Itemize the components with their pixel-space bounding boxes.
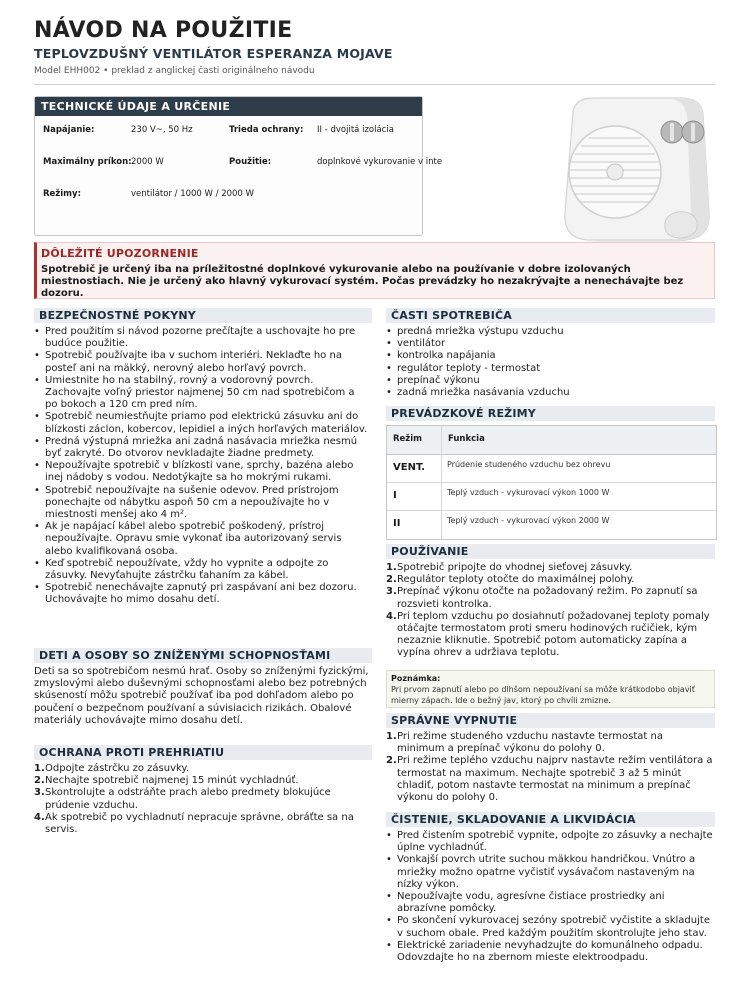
specs-heading: TECHNICKÉ ÚDAJE A URČENIE — [35, 97, 422, 116]
list-item: 3. Skontrolujte a odstráňte prach alebo predmety blokujúce prúdenie vzduchu. — [34, 787, 331, 811]
table-row — [387, 510, 716, 538]
list-item-text: Odpojte zástrčku zo zásuvky. — [45, 763, 190, 774]
usage-list — [386, 562, 713, 660]
function-cell: Prúdenie studeného vzduchu bez ohrevu — [447, 460, 611, 469]
table-header — [387, 426, 716, 455]
spec-label: Napájanie: — [43, 125, 95, 135]
list-item-text: Pri režime studeného vzduchu nastavte termostat na minimum a prepínač výkonu do polohy 0. — [397, 731, 663, 755]
cleaning-list — [386, 830, 713, 964]
list-item: 2. Pri režime teplého vzduchu najprv nastavte režim ventilátora a termostat na maximum. Nechajte spotrebič 3 až 5 minút chladiť, potom nastavte termostat na minimum a prepínač výkonu do polohy 0. — [386, 755, 713, 804]
spec-row-modes — [43, 189, 423, 203]
col-mode-header: Režim — [393, 434, 423, 444]
cleaning-heading: ČISTENIE, SKLADOVANIE A LIKVIDÁCIA — [386, 812, 715, 827]
warning-title: DÔLEŽITÉ UPOZORNENIE — [41, 247, 199, 260]
list-item: • predná mriežka výstupu vzduchu — [386, 326, 713, 338]
spec-label: Režimy: — [43, 189, 81, 199]
overheat-list — [34, 763, 370, 836]
model-note: Model EHH002 • preklad z anglickej časti originálneho návodu — [34, 66, 315, 76]
spec-row-input — [43, 157, 443, 171]
function-cell: Teplý vzduch - vykurovací výkon 2000 W — [447, 516, 610, 525]
usage-note — [386, 670, 715, 708]
table-row — [387, 454, 716, 483]
list-item: • Ak je napájací kábel alebo spotrebič poškodený, prístroj nepoužívajte. Opravu smie vykonať iba autorizovaný servis alebo kvalifikovaná osoba. — [34, 521, 370, 558]
children-text: Deti sa so spotrebičom nesmú hrať. Osoby so zníženými fyzickými, zmyslovými alebo duševnými schopnosťami alebo bez potrebných skúseností môžu spotrebič používať iba pod dohľadom alebo po poučení o bezpečnom používaní a súvisiacich rizikách. Obalové materiály uchovávajte mimo dosahu detí. — [34, 666, 369, 726]
list-item: • Elektrické zariadenie nevyhadzujte do komunálneho odpadu. Odovzdajte ho na zbernom mieste elektroodpadu. — [386, 940, 713, 964]
list-item: 1. Odpojte zástrčku zo zásuvky. — [34, 763, 190, 774]
table-divider — [441, 426, 442, 539]
heater-photo — [553, 92, 717, 252]
shutdown-list — [386, 731, 713, 804]
list-item-text: Regulátor teploty otočte do maximálnej polohy. — [397, 574, 635, 586]
list-item: • Spotrebič neumiestňujte priamo pod elektrickú zásuvku ani do blízkosti záclon, kobercov, lepidiel a iných horľavých materiálov. — [34, 411, 370, 435]
list-item: • Pred použitím si návod pozorne prečítajte a uschovajte ho pre budúce použitie. — [34, 326, 370, 350]
warning-text: Spotrebič je určený iba na príležitostné doplnkové vykurovanie alebo na používanie v dobre izolovaných miestnostiach. Nie je určený ako hlavný vykurovací systém. Počas prevádzky ho nezakrývajte a nenechávajte bez dozoru. — [41, 264, 684, 299]
list-item: • Nepoužívajte vodu, agresívne čistiace prostriedky ani abrazívne pomôcky. — [386, 891, 713, 915]
list-item: 1. Spotrebič pripojte do vhodnej sieťovej zásuvky. — [386, 562, 633, 573]
note-title: Poznámka: — [391, 674, 441, 683]
list-item: 4. Pri teplom vzduchu po dosiahnutí požadovanej teploty pomaly otáčajte termostatom proti smeru hodinových ručičiek, kým nezaznie kliknutie. Spotrebič potom automaticky zapína a vypína ohrev a udržiava teplotu. — [386, 610, 710, 659]
list-item: 1. Pri režime studeného vzduchu nastavte termostat na minimum a prepínač výkonu do polohy 0. — [386, 731, 663, 755]
table-row — [387, 482, 716, 511]
list-item: • Spotrebič nepoužívajte na sušenie odevov. Pred prístrojom ponechajte od nábytku aspoň 50 cm a nepoužívajte ho v miestnosti menšej ako 4 m². — [34, 485, 370, 522]
spec-value: II - dvojitá izolácia — [317, 125, 394, 135]
list-item: • Spotrebič nenechávajte zapnutý pri zaspávaní ani bez dozoru. Uchovávajte ho mimo dosahu detí. — [34, 582, 370, 606]
list-item-text: Ak spotrebič po vychladnutí nepracuje správne, obráťte sa na servis. — [45, 811, 354, 836]
list-item-text: Pri teplom vzduchu po dosiahnutí požadovanej teploty pomaly otáčajte termostatom proti smeru hodinových ručičiek, kým nezaznie kliknutie. Spotrebič potom automaticky zapína a vypína ohrev a udržiava teplotu. — [397, 610, 710, 659]
list-item: • regulátor teploty - termostat — [386, 363, 713, 375]
spec-value: ventilátor / 1000 W / 2000 W — [131, 189, 254, 199]
mode-cell: II — [393, 518, 401, 529]
list-item: • Nepoužívajte spotrebič v blízkosti vane, sprchy, bazéna alebo inej nádoby s vodou. Nedotýkajte sa ho mokrými rukami. — [34, 460, 370, 484]
list-item: • Po skončení vykurovacej sezóny spotrebič vyčistite a skladujte v suchom obale. Pred každým použitím skontrolujte jeho stav. — [386, 915, 713, 939]
page-title: NÁVOD NA POUŽITIE — [34, 18, 293, 43]
list-item-text: Skontrolujte a odstráňte prach alebo predmety blokujúce prúdenie vzduchu. — [45, 787, 331, 811]
spec-row-power — [43, 125, 423, 139]
spec-label: Použitie: — [229, 157, 272, 167]
header-divider — [34, 84, 715, 85]
col-function-header: Funkcia — [448, 434, 485, 444]
list-item: • ventilátor — [386, 338, 713, 350]
specs-box — [34, 96, 443, 236]
list-item: 3. Prepínač výkonu otočte na požadovaný režim. Po zapnutí sa rozsvieti kontrolka. — [386, 586, 698, 610]
spec-value: 230 V~, 50 Hz — [131, 125, 193, 135]
list-item: 2. Nechajte spotrebič najmenej 15 minút vychladnúť. — [34, 775, 299, 787]
spec-label: Trieda ochrany: — [229, 125, 304, 135]
modes-heading: PREVÁDZKOVÉ REŽIMY — [386, 406, 715, 421]
note-text: Pri prvom zapnutí alebo po dlhšom nepoužívaní sa môže krátkodobo objaviť mierny zápach. Ide o bežný jav, ktorý po chvíli zmizne. — [391, 685, 695, 705]
modes-table — [386, 425, 717, 540]
list-item: • prepínač výkonu — [386, 375, 713, 387]
list-item: • Umiestnite ho na stabilný, rovný a vodorovný povrch. Zachovajte voľný priestor najmenej 50 cm nad spotrebičom a po bokoch a 120 cm pred ním. — [34, 375, 370, 412]
list-item: • Pred čistením spotrebič vypnite, odpojte zo zásuvky a nechajte úplne vychladnúť. — [386, 830, 713, 854]
safety-list — [34, 326, 370, 607]
list-item-text: Prepínač výkonu otočte na požadovaný režim. Po zapnutí sa rozsvieti kontrolka. — [397, 586, 698, 610]
children-heading: DETI A OSOBY SO ZNÍŽENÝMI SCHOPNOSŤAMI — [34, 648, 372, 663]
mode-cell: VENT. — [393, 462, 426, 473]
spec-value: 2000 W — [131, 157, 164, 167]
list-item: • kontrolka napájania — [386, 350, 713, 362]
usage-heading: POUŽÍVANIE — [386, 544, 715, 559]
list-item: • Predná výstupná mriežka ani zadná nasávacia mriežka nesmú byť zakryté. Do otvorov nevkladajte žiadne predmety. — [34, 436, 370, 460]
list-item: 4. Ak spotrebič po vychladnutí nepracuje správne, obráťte sa na servis. — [34, 811, 354, 836]
list-item: • Vonkajší povrch utrite suchou mäkkou handričkou. Vnútro a mriežky možno opatrne vyčistiť vysávačom nastaveným na nízky výkon. — [386, 854, 713, 891]
spec-value: doplnkové vykurovanie v inte — [317, 157, 443, 167]
function-cell: Teplý vzduch - vykurovací výkon 1000 W — [447, 488, 610, 497]
list-item: • Spotrebič používajte iba v suchom interiéri. Neklaďte ho na posteľ ani na mäkký, nerovný alebo horľavý povrch. — [34, 350, 370, 374]
list-item: • zadná mriežka nasávania vzduchu — [386, 387, 713, 399]
parts-list — [386, 326, 713, 399]
parts-heading: ČASTI SPOTREBIČA — [386, 308, 715, 323]
list-item-text: Spotrebič pripojte do vhodnej sieťovej zásuvky. — [397, 562, 633, 573]
page-subtitle: TEPLOVZDUŠNÝ VENTILÁTOR ESPERANZA MOJAVE — [34, 46, 393, 61]
list-item: • Keď spotrebič nepoužívate, vždy ho vypnite a odpojte zo zásuvky. Nevyťahujte zástrčku ťahaním za kábel. — [34, 558, 370, 582]
list-item: 2. Regulátor teploty otočte do maximálnej polohy. — [386, 574, 635, 586]
warning-box — [34, 242, 715, 299]
list-item-text: Pri režime teplého vzduchu najprv nastavte režim ventilátora a termostat na maximum. Nechajte spotrebič 3 až 5 minút chladiť, potom nastavte termostat na minimum a prepínač výkonu do polohy 0. — [397, 755, 713, 804]
safety-heading: BEZPEČNOSTNÉ POKYNY — [34, 308, 372, 323]
mode-cell: I — [393, 490, 397, 501]
spec-label: Maximálny príkon: — [43, 157, 132, 167]
shutdown-heading: SPRÁVNE VYPNUTIE — [386, 713, 715, 728]
overheat-heading: OCHRANA PROTI PREHRIATIU — [34, 745, 372, 760]
list-item-text: Nechajte spotrebič najmenej 15 minút vychladnúť. — [45, 775, 299, 787]
